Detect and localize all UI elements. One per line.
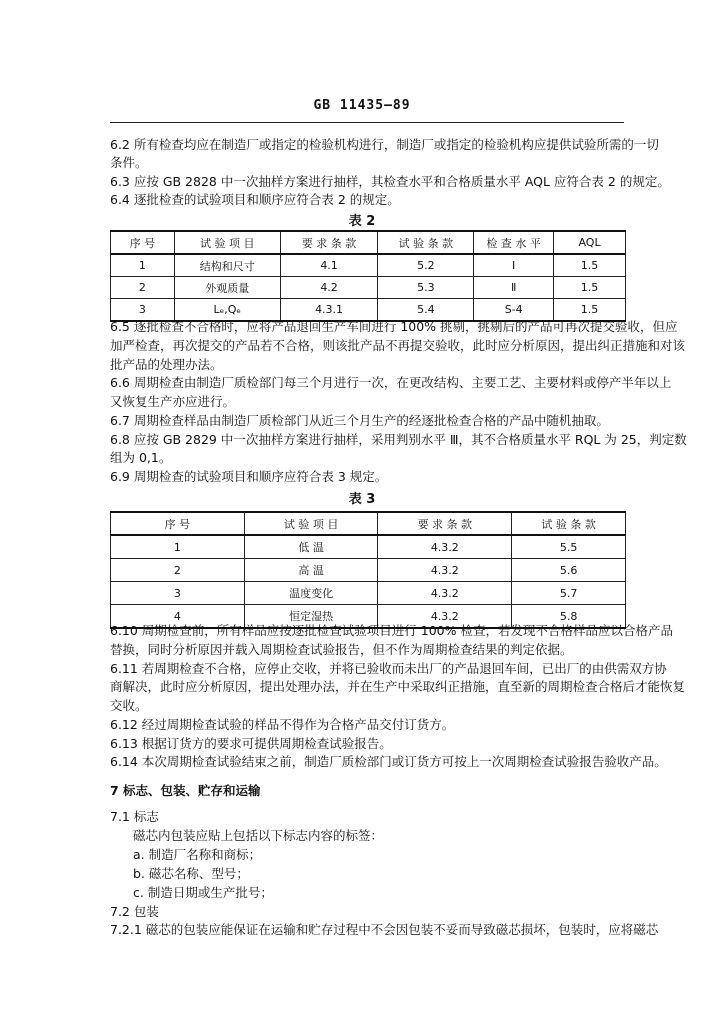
table-row	[111, 582, 626, 605]
table-2	[110, 230, 626, 322]
table-cell: 低 温	[244, 535, 378, 559]
table-2-header: 检 查 水 平	[474, 231, 554, 254]
table-row	[111, 277, 626, 299]
table-cell: 2	[111, 559, 245, 582]
list-item: b. 磁芯名称、型号；	[133, 866, 249, 881]
clause-6-10-line-2: 替换，同时分析原因并载入周期检查试验报告，但不作为周期检查结果的判定依据。	[110, 642, 573, 657]
table-row	[111, 254, 626, 277]
section-7-heading: 7 标志、包装、贮存和运输	[110, 783, 261, 798]
clause-6-5-line-1: 6.5 逐批检查不合格时，应将产品退回生产车间进行 100% 挑剔，挑剔后的产品可再次提交验收，但应	[110, 319, 678, 334]
table-cell: 4.2	[280, 277, 378, 299]
list-item: c. 制造日期或生产批号；	[133, 885, 273, 900]
clause-6-5-line-3: 批产品的处理办法。	[110, 357, 223, 372]
clause-6-3: 6.3 应按 GB 2828 中一次抽样方案进行抽样，其检查水平和合格质量水平 AQL 应符合表 2 的规定。	[110, 174, 670, 189]
table-cell: Ⅰ	[474, 254, 554, 277]
table-cell: 4	[111, 605, 245, 629]
clause-6-8-line-2: 组为 0,1。	[110, 450, 172, 465]
table-2-header: 试 验 条 款	[378, 231, 474, 254]
clause-6-2-line-1: 6.2 所有检查均应在制造厂或指定的检验机构进行，制造厂或指定的检验机构应提供试验所需的一切	[110, 137, 659, 152]
table-cell: 1	[111, 254, 175, 277]
table-cell: Ⅱ	[474, 277, 554, 299]
table-cell: 4.3.1	[280, 299, 378, 322]
table-2-header: AQL	[554, 231, 626, 254]
clause-6-2-line-2: 条件。	[110, 155, 148, 170]
table-cell: 高 温	[244, 559, 378, 582]
clause-6-11-line-1: 6.11 若周期检查不合格，应停止交收，并将已验收而未出厂的产品退回车间，已出厂的由供需双方协	[110, 661, 667, 676]
clause-6-11-line-2: 商解决，此时应分析原因，提出处理办法，并在生产中采取纠正措施，直至新的周期检查合格后才能恢复	[110, 679, 686, 694]
clause-6-12: 6.12 经过周期检查试验的样品不得作为合格产品交付订货方。	[110, 717, 455, 732]
clause-6-10-line-1: 6.10 周期检查前，所有样品应按逐批检查试验项目进行 100% 检查，若发现不合格样品应以合格产品	[110, 623, 673, 638]
clause-6-13: 6.13 根据订货方的要求可提供周期检查试验报告。	[110, 736, 392, 751]
table-row	[111, 535, 626, 559]
table-cell: 1.5	[554, 299, 626, 322]
table-3	[110, 511, 626, 629]
clause-7-2-1: 7.2.1 磁芯的包装应能保证在运输和贮存过程中不会因包装不妥而导致磁芯损坏，包装时，应将磁芯	[110, 922, 659, 937]
table-cell: 恒定湿热	[244, 605, 378, 629]
clause-6-14: 6.14 本次周期检查试验结束之前，制造厂质检部门或订货方可按上一次周期检查试验报告验收产品。	[110, 754, 667, 769]
clause-6-5-line-2: 加严检查，再次提交的产品若不合格，则该批产品不再提交验收，此时应分析原因，提出纠正措施和对该	[110, 338, 686, 353]
table-cell: 4.3.2	[378, 605, 512, 629]
section-7-1-intro: 磁芯内包装应贴上包括以下标志内容的标签：	[133, 828, 384, 843]
section-7-2-heading: 7.2 包装	[110, 904, 159, 919]
table-3-caption: 表 3	[348, 492, 376, 507]
table-cell: 3	[111, 299, 175, 322]
table-cell: S-4	[474, 299, 554, 322]
header-rule	[110, 122, 624, 123]
table-2-header: 序 号	[111, 231, 175, 254]
table-cell: 1.5	[554, 254, 626, 277]
table-cell: 5.5	[512, 535, 626, 559]
clause-6-11-line-3: 交收。	[110, 698, 148, 713]
table-cell: 1	[111, 535, 245, 559]
table-row	[111, 559, 626, 582]
table-cell: 4.3.2	[378, 582, 512, 605]
table-cell: 5.6	[512, 559, 626, 582]
table-3-header: 试 验 项 目	[244, 512, 378, 535]
table-cell: 4.3.2	[378, 535, 512, 559]
table-cell: 温度变化	[244, 582, 378, 605]
table-cell: 2	[111, 277, 175, 299]
table-3-header: 序 号	[111, 512, 245, 535]
table-cell: 4.1	[280, 254, 378, 277]
table-cell: 5.7	[512, 582, 626, 605]
table-2-header: 要 求 条 款	[280, 231, 378, 254]
section-7-1-heading: 7.1 标志	[110, 809, 159, 824]
list-item: a. 制造厂名称和商标；	[133, 847, 262, 862]
table-cell: 结构和尺寸	[174, 254, 280, 277]
table-cell: Lₑ,Qₑ	[174, 299, 280, 322]
table-cell: 5.2	[378, 254, 474, 277]
table-3-header: 要 求 条 款	[378, 512, 512, 535]
table-3-header: 试 验 条 款	[512, 512, 626, 535]
clause-6-6-line-1: 6.6 周期检查由制造厂质检部门每三个月进行一次，在更改结构、主要工艺、主要材料或停产半年以上	[110, 375, 672, 390]
table-2-caption: 表 2	[348, 214, 376, 229]
table-cell: 5.4	[378, 299, 474, 322]
table-cell: 3	[111, 582, 245, 605]
table-2-header: 试 验 项 目	[174, 231, 280, 254]
clause-6-7: 6.7 周期检查样品由制造厂质检部门从近三个月生产的经逐批检查合格的产品中随机抽取。	[110, 413, 609, 428]
clause-6-6-line-2: 又恢复生产亦应进行。	[110, 394, 236, 409]
clause-6-9: 6.9 周期检查的试验项目和顺序应符合表 3 规定。	[110, 469, 388, 484]
table-cell: 5.3	[378, 277, 474, 299]
clause-6-8-line-1: 6.8 应按 GB 2829 中一次抽样方案进行抽样，采用判别水平 Ⅲ，其不合格质量水平 RQL 为 25，判定数	[110, 432, 687, 447]
table-cell: 4.3.2	[378, 559, 512, 582]
table-cell: 5.8	[512, 605, 626, 629]
clause-6-4: 6.4 逐批检查的试验项目和顺序应符合表 2 的规定。	[110, 192, 400, 207]
page-header: GB 11435—89	[313, 98, 411, 113]
table-cell: 1.5	[554, 277, 626, 299]
table-cell: 外观质量	[174, 277, 280, 299]
